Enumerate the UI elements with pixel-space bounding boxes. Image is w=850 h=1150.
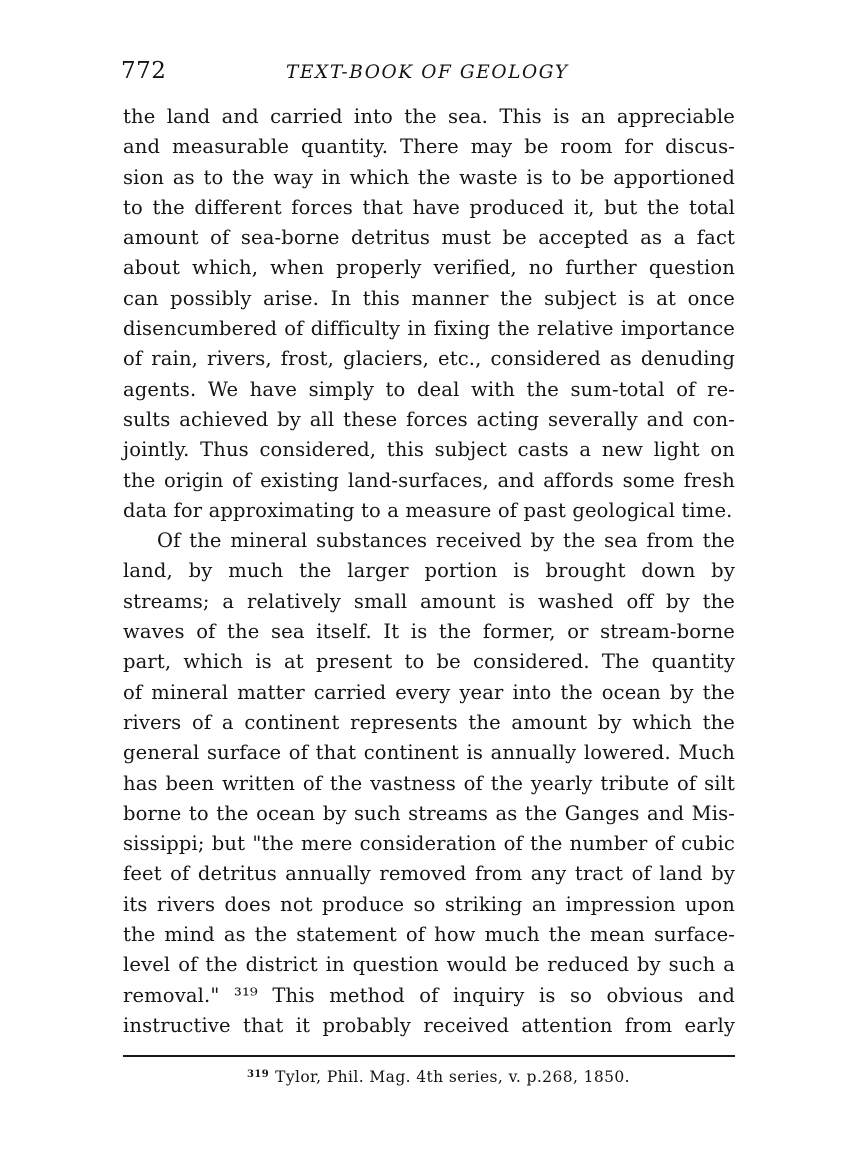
text-line: to the different forces that have produced it, but the total <box>123 195 735 219</box>
body-text <box>123 102 735 1041</box>
text-line: has been written of the vastness of the yearly tribute of silt <box>123 771 735 795</box>
text-line: streams; a relatively small amount is washed off by the <box>123 589 735 613</box>
text-line: amount of sea-borne detritus must be accepted as a fact <box>123 226 735 250</box>
text-line: data for approximating to a measure of past geological time. <box>123 498 733 522</box>
text-line: instructive that it probably received attention from early <box>123 1013 735 1037</box>
text-line: agents. We have simply to deal with the sum-total of re- <box>123 377 735 401</box>
text-line: part, which is at present to be considered. The quantity <box>123 650 735 674</box>
text-line: removal." ³¹⁹ This method of inquiry is so obvious and <box>123 983 735 1007</box>
footnote-text: Tylor, Phil. Mag. 4th series, v. p.268, 1850. <box>275 1068 630 1086</box>
text-line: about which, when properly verified, no further question <box>123 256 735 280</box>
text-line: of rain, rivers, frost, glaciers, etc., considered as denuding <box>123 347 735 371</box>
footnote-divider <box>123 1055 735 1057</box>
footnote-marker: 319 <box>247 1069 270 1080</box>
text-line: the mind as the statement of how much the mean surface- <box>123 923 735 947</box>
text-line: can possibly arise. In this manner the subject is at once <box>123 286 735 310</box>
text-line: of mineral matter carried every year into the ocean by the <box>123 680 735 704</box>
text-line: general surface of that continent is annually lowered. Much <box>123 741 735 765</box>
text-line: borne to the ocean by such streams as the Ganges and Mis- <box>123 801 735 825</box>
text-line: feet of detritus annually removed from any tract of land by <box>123 862 735 886</box>
text-line: rivers of a continent represents the amount by which the <box>123 710 735 734</box>
text-line: the land and carried into the sea. This is an appreciable <box>123 105 735 128</box>
text-line: land, by much the larger portion is brought down by <box>123 559 735 583</box>
text-line: and measurable quantity. There may be room for discus- <box>123 135 735 159</box>
text-line: sion as to the way in which the waste is to be apportioned <box>123 165 735 189</box>
text-line: level of the district in question would be reduced by such a <box>123 953 735 977</box>
footnote <box>247 1065 630 1087</box>
page-number: 772 <box>121 58 167 84</box>
text-line: the origin of existing land-surfaces, and affords some fresh <box>123 468 735 492</box>
text-line: jointly. Thus considered, this subject casts a new light on <box>123 438 735 462</box>
text-line: its rivers does not produce so striking an impression upon <box>123 892 735 916</box>
text-line: waves of the sea itself. It is the former, or stream-borne <box>123 620 735 644</box>
text-line: disencumbered of difficulty in fixing the relative importance <box>123 317 735 341</box>
text-line: Of the mineral substances received by the sea from the <box>157 529 735 553</box>
text-line: sults achieved by all these forces acting severally and con- <box>123 407 735 431</box>
running-title: TEXT-BOOK OF GEOLOGY <box>286 62 569 83</box>
text-line: sissippi; but "the mere consideration of the number of cubic <box>123 832 735 856</box>
